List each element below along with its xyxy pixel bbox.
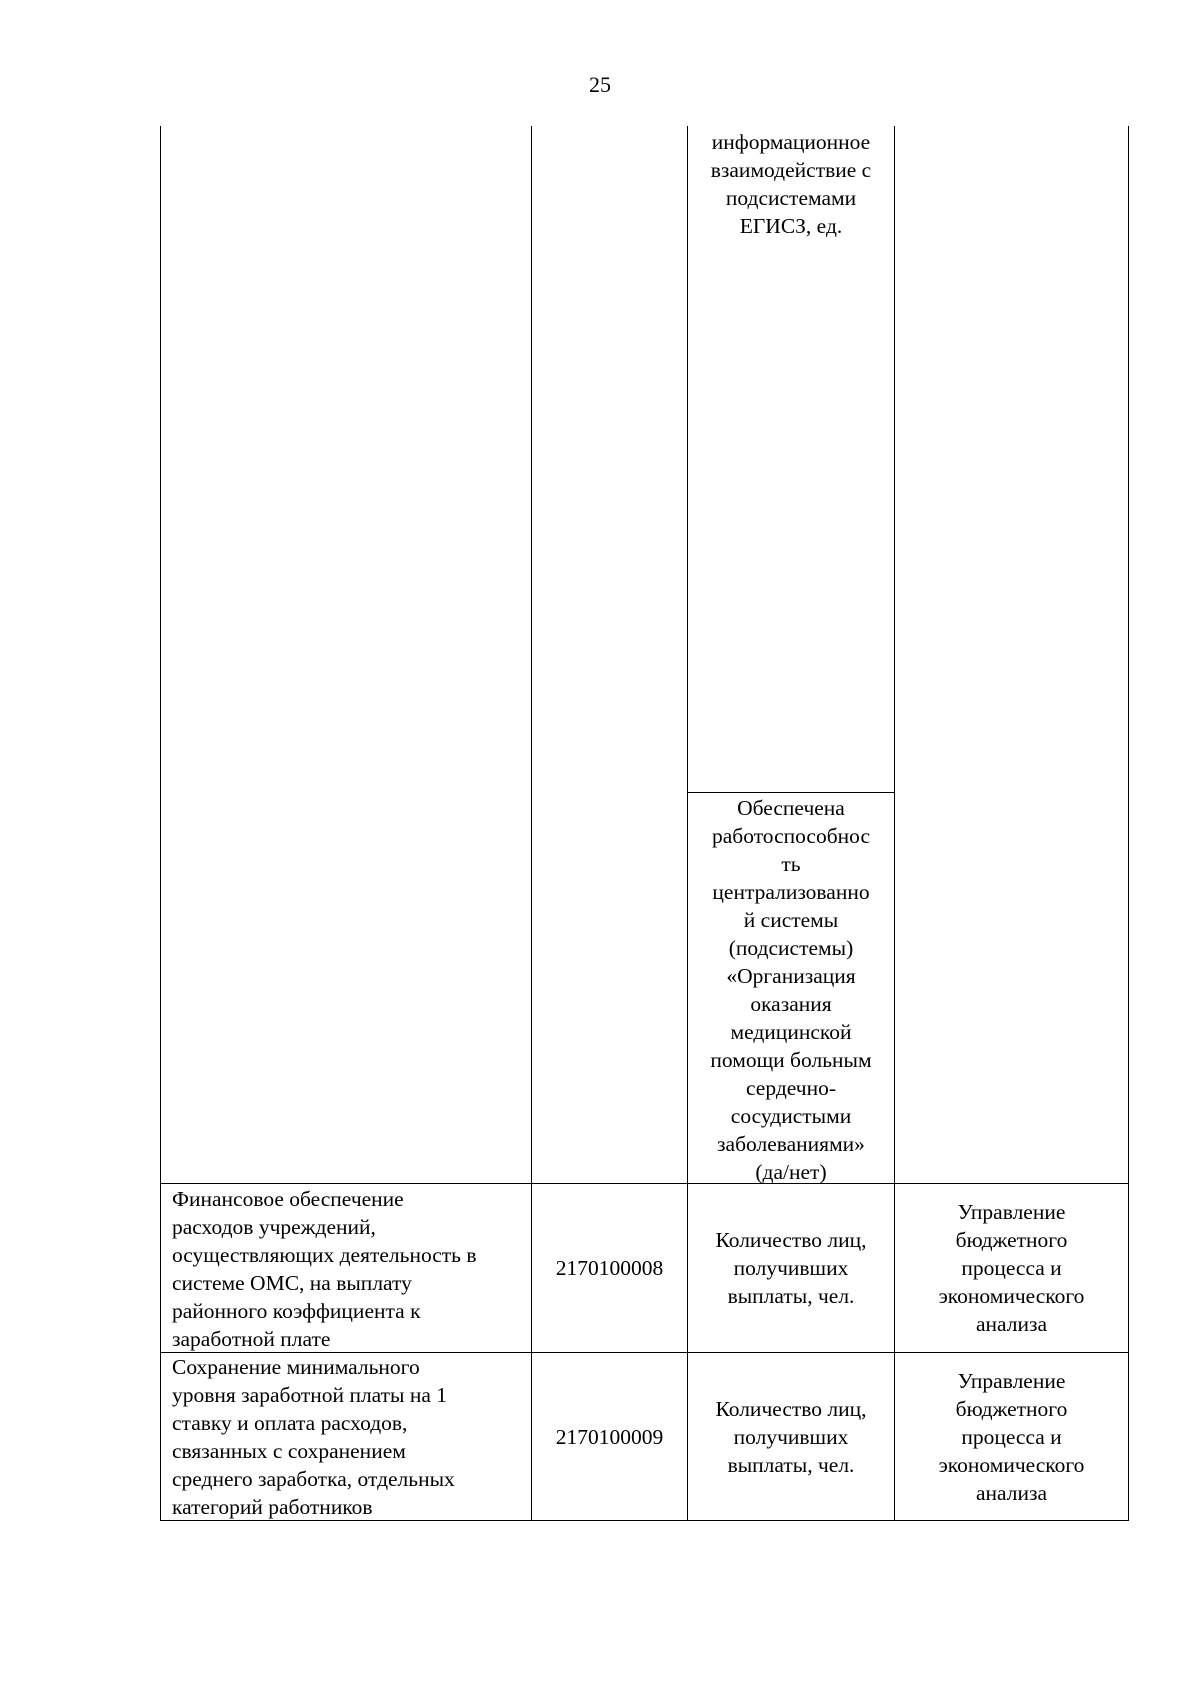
table-row-2-indicator: Количество лиц, получивших выплаты, чел. [715, 1396, 867, 1477]
table-row-2-responsible: Управление бюджетного процесса и экономического анализа [938, 1368, 1085, 1505]
table-row-1-code: 2170100008 [555, 1256, 664, 1280]
page-number: 25 [589, 72, 611, 97]
table-border-left [160, 126, 161, 1520]
indicator-cell-continued-2: Обеспечена работоспособнос ть централизованно й системы (подсистемы) «Организация оказания медицинской помощи больным сердечно- сосудистыми заболеваниями» (да/нет) [710, 796, 872, 1184]
table-row-2-name: Сохранение минимального уровня заработной платы на 1 ставку и оплата расходов, связанных с сохранением среднего заработка, отдельных категорий работников [172, 1355, 455, 1519]
table-row-1-responsible: Управление бюджетного процесса и экономического анализа [938, 1200, 1085, 1336]
indicator-divider [687, 792, 895, 793]
table-border-right [1128, 126, 1129, 1520]
table-row-1-name: Финансовое обеспечение расходов учреждений, осуществляющих деятельность в системе ОМС, на выплату районного коэффициента к заработной плате [172, 1187, 477, 1351]
table-row-1-indicator: Количество лиц, получивших выплаты, чел. [715, 1228, 867, 1308]
table-row-2-code: 2170100009 [555, 1424, 664, 1449]
indicator-cell-continued-1: информационное взаимодействие с подсистемами ЕГИСЗ, ед. [710, 130, 872, 238]
